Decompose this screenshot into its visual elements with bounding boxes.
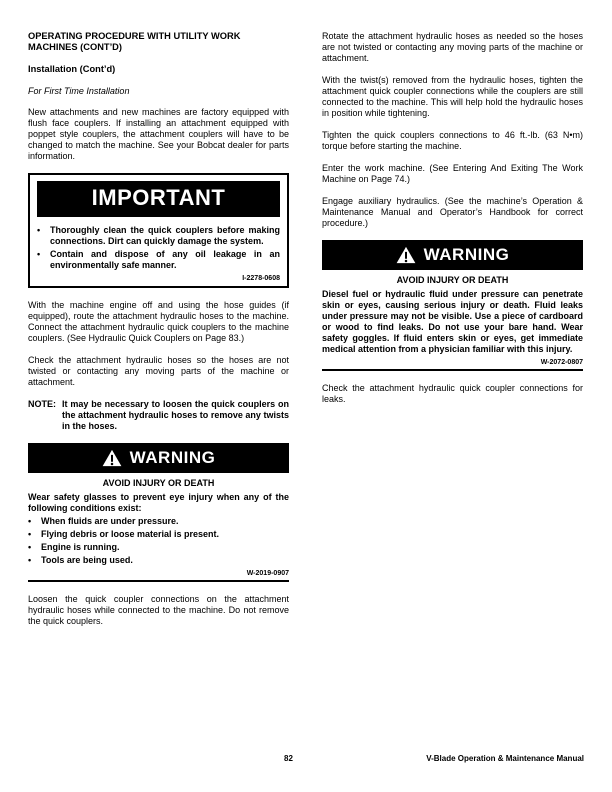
italic-subheading: For First Time Installation <box>28 86 130 96</box>
paragraph: Check the attachment hydraulic hoses so the hoses are not twisted or contacting any moving parts of the machine or attachment. <box>28 355 289 387</box>
bullet-text: Tools are being used. <box>41 555 133 565</box>
bullet-item <box>37 249 280 271</box>
warning-banner <box>322 240 583 270</box>
warning-banner <box>28 443 289 473</box>
left-column <box>28 31 289 638</box>
paragraph: Tighten the quick couplers connections to 46 ft.-lb. (63 N•m) torque before starting the machine. <box>322 130 583 151</box>
bullet-marker: • <box>28 555 32 565</box>
bullet-text: Flying debris or loose material is present. <box>41 529 220 539</box>
bullet-text: Contain and dispose of any oil leakage in an environmentally safe manner. <box>50 249 280 270</box>
warning-box <box>28 443 289 582</box>
bullet-marker: • <box>28 542 32 552</box>
paragraph: Enter the work machine. (See Entering And Exiting The Work Machine on Page 74.) <box>322 163 583 184</box>
bullet-marker: • <box>37 249 41 259</box>
important-banner: IMPORTANT <box>37 181 280 217</box>
warning-box <box>322 240 583 371</box>
warning-subtitle: AVOID INJURY OR DEATH <box>396 275 509 285</box>
bullet-text: Engine is running. <box>41 542 120 552</box>
warning-title: WARNING <box>129 448 216 467</box>
note-text: It may be necessary to loosen the quick couplers on the attachment hydraulic hoses to remove any twists in the hoses. <box>62 399 289 431</box>
note <box>28 399 289 432</box>
footer-manual-title: V-Blade Operation & Maintenance Manual <box>426 754 584 763</box>
warning-title: WARNING <box>423 245 510 264</box>
warning-icon <box>396 246 416 264</box>
ref-code: W-2072-0807 <box>540 359 583 366</box>
ref-code: I-2278-0608 <box>242 275 280 282</box>
bullet-marker: • <box>37 225 41 235</box>
warning-intro: Wear safety glasses to prevent eye injury when any of the following conditions exist: <box>28 492 289 513</box>
note-label: NOTE: <box>28 399 56 409</box>
important-box <box>28 173 289 288</box>
warning-icon <box>102 449 122 467</box>
warning-body: Diesel fuel or hydraulic fluid under pressure can penetrate skin or eyes, causing serious injury or death. Fluid leaks under pressure may not be visible. Use a piece of cardboard or wood to find leaks. Do not use your bare hand. Wear safety goggles. If fluid enters skin or eyes, get immediate medical attention from a physician familiar with this injury. <box>322 289 583 354</box>
right-column <box>322 31 583 416</box>
subsection-heading: Installation (Cont’d) <box>28 64 116 74</box>
paragraph: With the twist(s) removed from the hydraulic hoses, tighten the attachment quick coupler connections while the couplers are still connected to the machine. This will help hold the hydraulic hoses in position while tightening. <box>322 75 583 118</box>
footer-page-number: 82 <box>284 754 293 763</box>
bullet-text: When fluids are under pressure. <box>41 516 179 526</box>
bullet-item <box>37 225 280 247</box>
ref-code: W-2019-0907 <box>246 570 289 577</box>
bullet-item <box>28 542 289 553</box>
paragraph: Rotate the attachment hydraulic hoses as needed so the hoses are not twisted or contacting any moving parts of the machine or attachment. <box>322 31 583 63</box>
paragraph: New attachments and new machines are factory equipped with flush face couplers. If installing an attachment equipped with poppet style couplers, the attachment couplers will have to be changed to match the machine. See your Bobcat dealer for parts information. <box>28 107 289 161</box>
paragraph: Loosen the quick coupler connections on the attachment hydraulic hoses while connected to the machine. Do not remove the quick couplers. <box>28 594 289 626</box>
paragraph: Engage auxiliary hydraulics. (See the machine’s Operation & Maintenance Manual and Operator’s Handbook for correct procedure.) <box>322 196 583 228</box>
bullet-item <box>28 555 289 566</box>
bullet-marker: • <box>28 529 32 539</box>
section-heading: OPERATING PROCEDURE WITH UTILITY WORK MACHINES (CONT’D) <box>28 31 241 52</box>
paragraph: With the machine engine off and using the hose guides (if equipped), route the attachment hydraulic hoses to the machine. Connect the attachment hydraulic quick couplers to the machine couplers. (See Hydraulic Quick Couplers on Page 83.) <box>28 300 289 343</box>
bullet-item <box>28 516 289 527</box>
bullet-marker: • <box>28 516 32 526</box>
warning-subtitle: AVOID INJURY OR DEATH <box>102 478 215 488</box>
bullet-text: Thoroughly clean the quick couplers before making connections. Dirt can quickly damage the system. <box>50 225 280 246</box>
paragraph: Check the attachment hydraulic quick coupler connections for leaks. <box>322 383 583 404</box>
bullet-item <box>28 529 289 540</box>
